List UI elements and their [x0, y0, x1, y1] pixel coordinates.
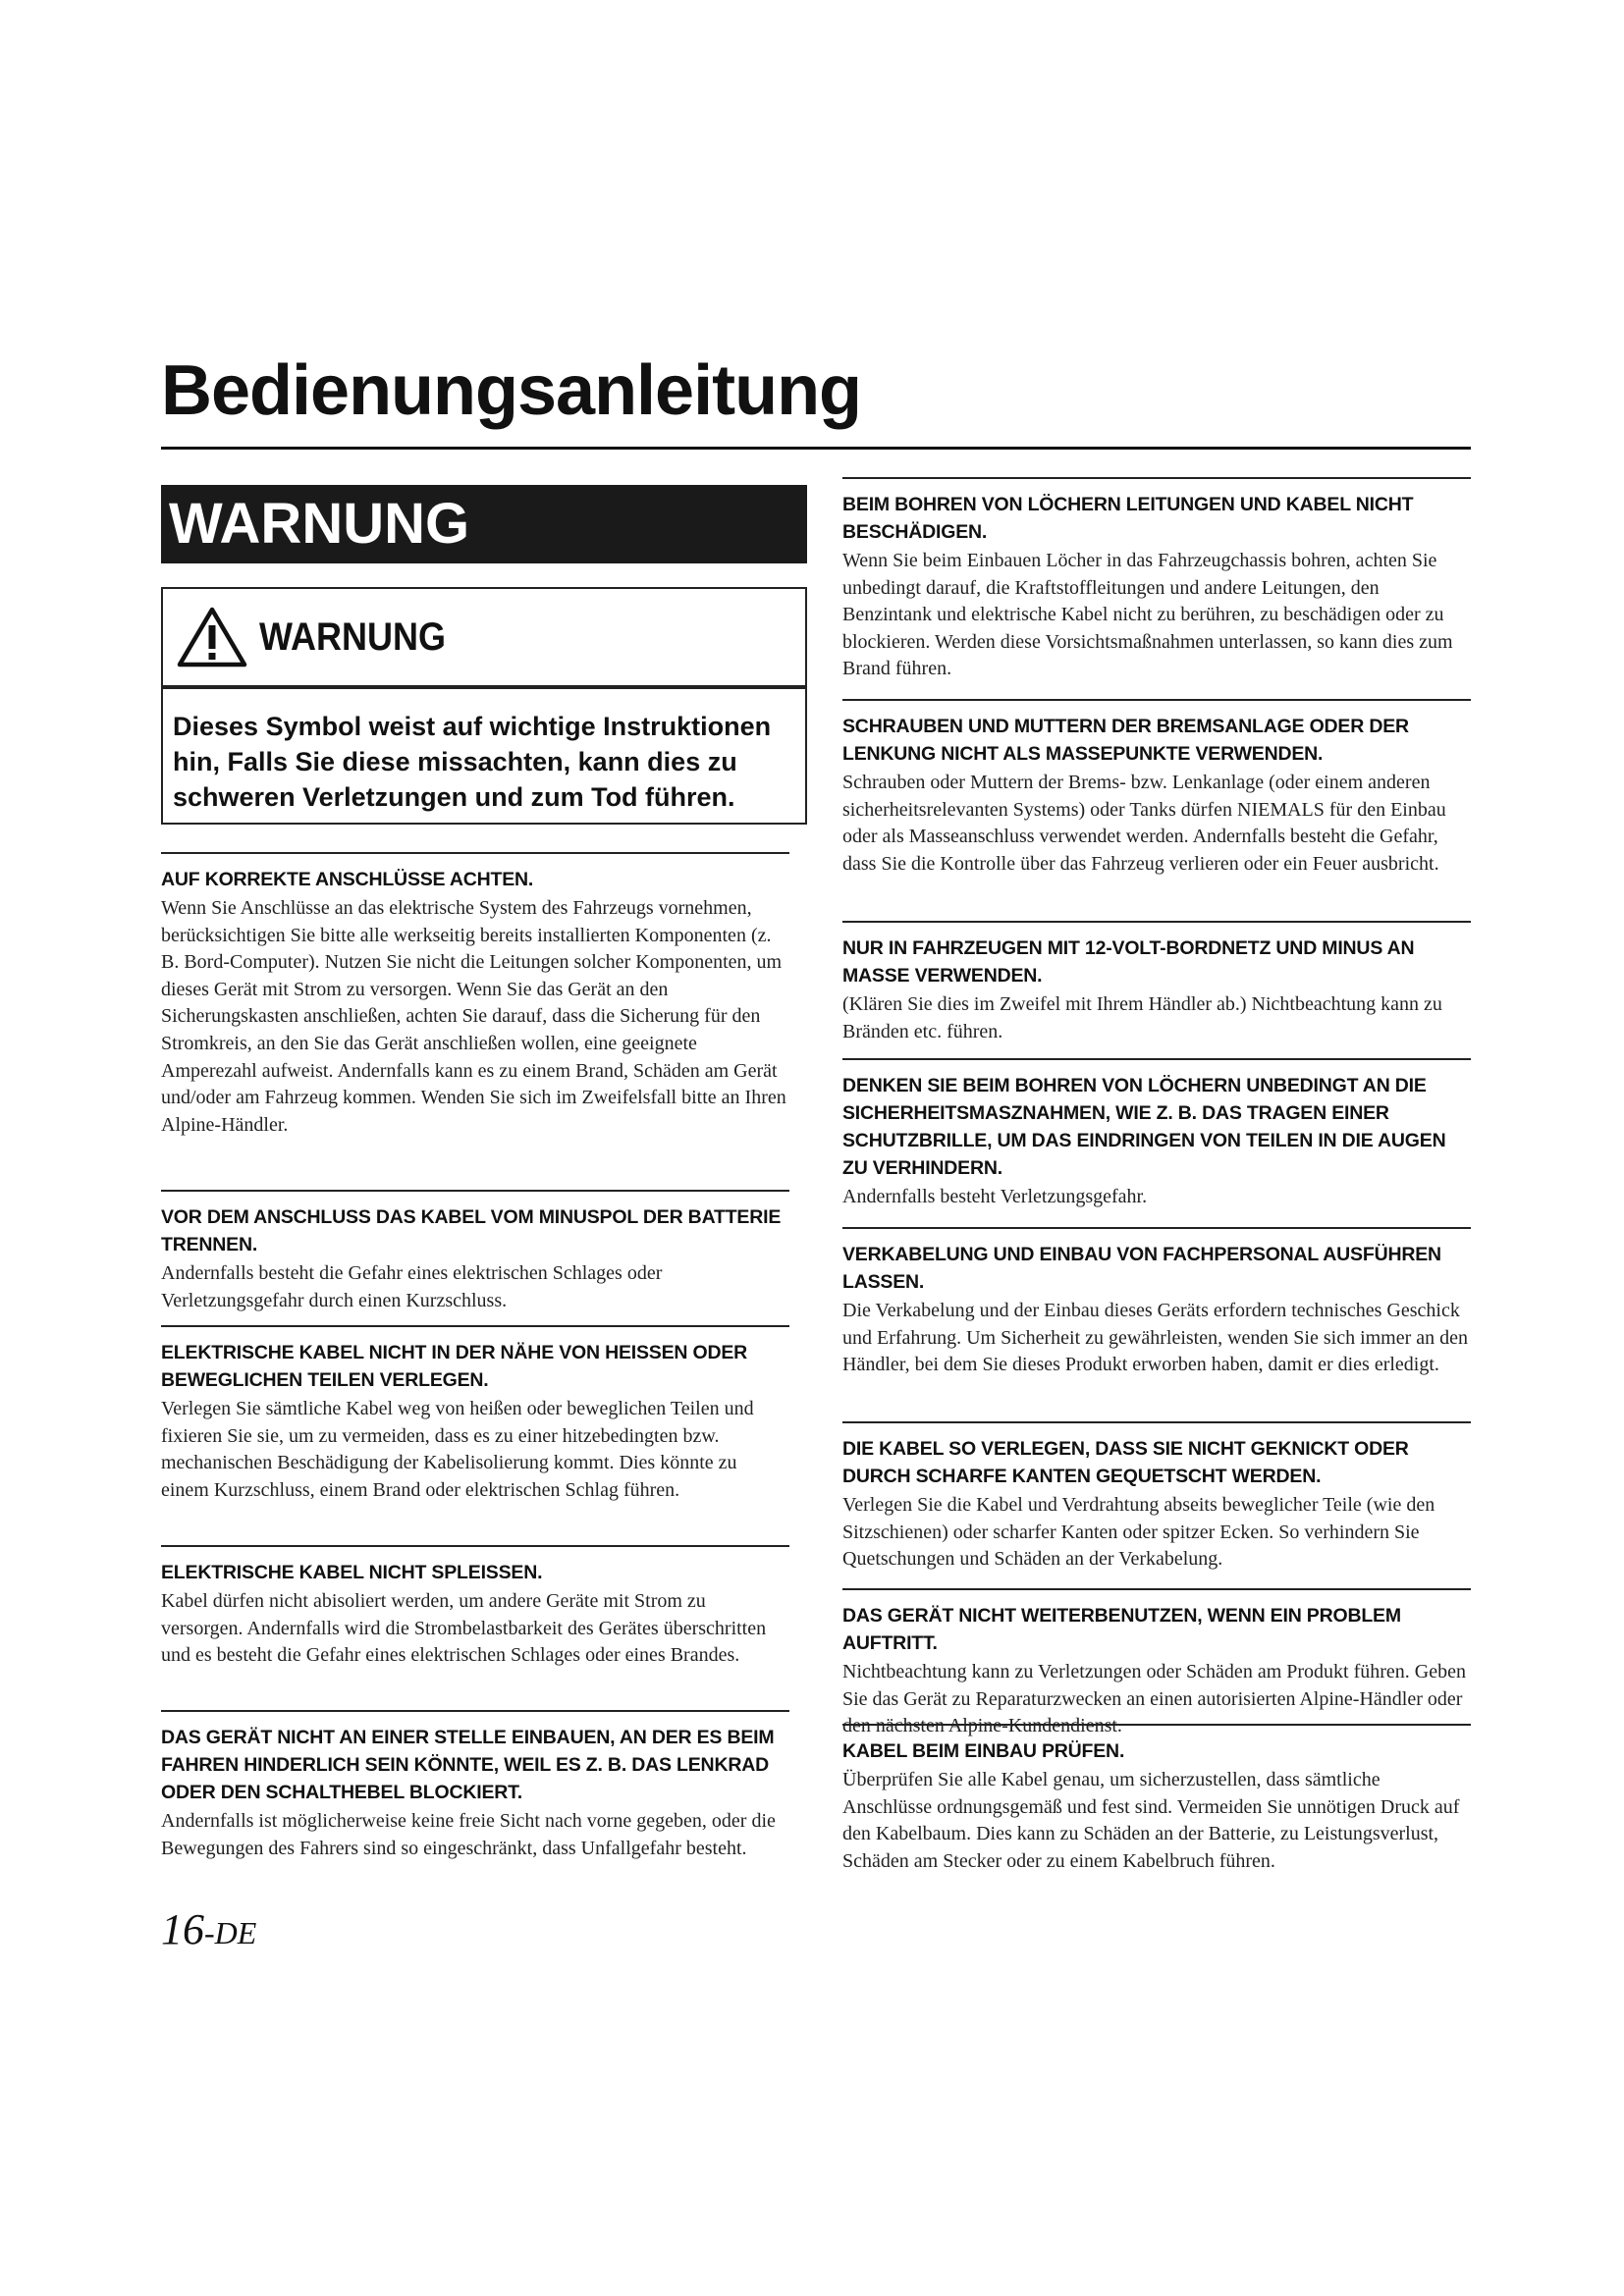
section-heading: DAS GERÄT NICHT AN EINER STELLE EINBAUEN, AN DER ES BEIM FAHREN HINDERLICH SEIN KÖNNTE, WEIL ES Z. B. DAS LENKRAD ODER DEN SCHALTHEBEL BLOCKIERT. — [161, 1727, 775, 1803]
section-heading: SCHRAUBEN UND MUTTERN DER BREMSANLAGE ODER DER LENKUNG NICHT ALS MASSEPUNKTE VERWENDEN. — [842, 716, 1409, 765]
page-number — [161, 1904, 256, 1954]
section-body: Schrauben oder Muttern der Brems- bzw. Lenkanlage (oder einem anderen sicherheitsrelevanten Systems) oder Tanks dürfen NIEMALS für den Einbau oder als Masseanschluss verwendet werden. Andernfalls besteht die Gefahr, dass Sie die Kontrolle über das Fahrzeug verlieren oder ein Feuer ausbricht. — [842, 772, 1446, 875]
section-heading: VOR DEM ANSCHLUSS DAS KABEL VOM MINUSPOL DER BATTERIE TRENNEN. — [161, 1206, 782, 1255]
section-body: Andernfalls ist möglicherweise keine freie Sicht nach vorne gegeben, oder die Bewegungen des Fahrers sind so eingeschränkt, dass Unfallgefahr besteht. — [161, 1810, 776, 1859]
section-heading: ELEKTRISCHE KABEL NICHT SPLEISSEN. — [161, 1562, 543, 1583]
section-check-cables — [842, 1724, 1471, 1875]
warning-box-label: WARNUNG — [259, 614, 446, 659]
page-number-value: 16 — [161, 1905, 204, 1953]
section-body: Nichtbeachtung kann zu Verletzungen oder Schäden am Produkt führen. Geben Sie das Gerät zu Reparaturzwecken an einen autorisierten Alpine-Händler oder den nächsten Alpine-Kundendienst. — [842, 1661, 1466, 1737]
title-rule — [161, 447, 1471, 450]
section-body: Andernfalls besteht Verletzungsgefahr. — [842, 1186, 1148, 1207]
section-heading: DENKEN SIE BEIM BOHREN VON LÖCHERN UNBEDINGT AN DIE SICHERHEITSMASZNAHMEN, WIE Z. B. DAS TRAGEN EINER SCHUTZBRILLE, UM DAS EINDRINGEN VON TEILEN IN DIE AUGEN ZU VERHINDERN. — [842, 1075, 1446, 1179]
section-body: (Klären Sie dies im Zweifel mit Ihrem Händler ab.) Nichtbeachtung kann zu Bränden etc. führen. — [842, 993, 1442, 1042]
section-disconnect-battery — [161, 1190, 789, 1314]
section-heading: AUF KORREKTE ANSCHLÜSSE ACHTEN. — [161, 869, 534, 890]
section-heading: ELEKTRISCHE KABEL NICHT IN DER NÄHE VON HEISSEN ODER BEWEGLICHEN TEILEN VERLEGEN. — [161, 1342, 748, 1391]
section-professional-installation — [842, 1227, 1471, 1379]
section-body: Überprüfen Sie alle Kabel genau, um sicherzustellen, dass sämtliche Anschlüsse ordnungsgemäß und fest sind. Vermeiden Sie unnötigen Druck auf den Kabelbaum. Dies kann zu Schäden an der Batterie, zu Leistungsverlust, Schäden am Stecker oder zu einem Kabelbruch führen. — [842, 1769, 1460, 1872]
section-heading: VERKABELUNG UND EINBAU VON FACHPERSONAL AUSFÜHREN LASSEN. — [842, 1244, 1441, 1293]
warning-triangle-icon — [177, 606, 247, 668]
section-body: Wenn Sie beim Einbauen Löcher in das Fahrzeugchassis bohren, achten Sie unbedingt darauf, die Kraftstoffleitungen und andere Leitungen, den Benzintank und elektrische Kabel nicht zu berühren, zu beschädigen oder zu blockieren. Werden diese Vorsichtsmaßnahmen unterlassen, so kann dies zum Brand führen. — [842, 550, 1453, 680]
section-body: Die Verkabelung und der Einbau dieses Geräts erfordern technisches Geschick und Erfahrung. Um Sicherheit zu gewährleisten, wenden Sie sich immer an den Händler, bei dem Sie dieses Produkt erworben haben, damit er dies erledigt. — [842, 1300, 1469, 1376]
section-hot-moving-parts — [161, 1325, 789, 1504]
section-body: Wenn Sie Anschlüsse an das elektrische System des Fahrzeugs vornehmen, berücksichtigen Sie bitte alle werkseitig bereits installierten Komponenten (z. B. Bord-Computer). Nutzen Sie nicht die Leitungen solcher Komponenten, um dieses Gerät mit Strom zu versorgen. Wenn Sie das Gerät an den Sicherungskasten anschließen, achten Sie darauf, dass die Sicherung für den Stromkreis, an den Sie das Gerät anschließen wollen, eine geeignete Amperezahl aufweist. Andernfalls kann es zu einem Brand, Schäden am Gerät und/oder am Fahrzeug kommen. Wenden Sie sich im Zweifelsfall bitte an Ihren Alpine-Händler. — [161, 897, 786, 1136]
warning-box-header — [163, 589, 805, 685]
warning-banner: WARNUNG — [161, 485, 807, 563]
section-brake-steering-ground — [842, 699, 1471, 878]
section-12-volt — [842, 921, 1471, 1045]
section-correct-connections — [161, 852, 789, 1139]
section-safety-goggles — [842, 1058, 1471, 1211]
section-stop-on-problem — [842, 1588, 1471, 1740]
section-no-splicing — [161, 1545, 789, 1670]
section-body: Kabel dürfen nicht abisoliert werden, um andere Geräte mit Strom zu versorgen. Andernfalls wird die Strombelastbarkeit des Gerätes überschritten und es besteht die Gefahr eines elektrischen Schlages oder eines Brandes. — [161, 1590, 767, 1667]
section-heading: BEIM BOHREN VON LÖCHERN LEITUNGEN UND KABEL NICHT BESCHÄDIGEN. — [842, 494, 1414, 543]
section-heading: DIE KABEL SO VERLEGEN, DASS SIE NICHT GEKNICKT ODER DURCH SCHARFE KANTEN GEQUETSCHT WERDEN. — [842, 1438, 1409, 1487]
section-drilling-holes — [842, 477, 1471, 683]
warning-box-text: Dieses Symbol weist auf wichtige Instruktionen hin, Falls Sie diese missachten, kann dies zu schweren Verletzungen und zum Tod führen. — [173, 712, 772, 812]
section-heading: NUR IN FAHRZEUGEN MIT 12-VOLT-BORDNETZ UND MINUS AN MASSE VERWENDEN. — [842, 937, 1415, 987]
section-body: Verlegen Sie die Kabel und Verdrahtung abseits beweglicher Teile (wie den Sitzschienen) oder scharfer Kanten oder spitzer Ecken. So verhindern Sie Quetschungen und Schäden an der Verkabelung. — [842, 1494, 1435, 1571]
warning-box — [161, 587, 807, 825]
section-body: Verlegen Sie sämtliche Kabel weg von heißen oder beweglichen Teilen und fixieren Sie sie, um zu vermeiden, dass es zu einer hitzebedingten bzw. mechanischen Beschädigung der Kabelisolierung kommt. Dies könnte zu einem Kurzschluss, einem Brand oder elektrischen Schlag führen. — [161, 1398, 754, 1501]
section-heading: KABEL BEIM EINBAU PRÜFEN. — [842, 1740, 1125, 1762]
page-title: Bedienungsanleitung — [161, 351, 862, 430]
page-language-suffix: -DE — [204, 1915, 257, 1950]
section-cable-routing — [842, 1421, 1471, 1574]
section-heading: DAS GERÄT NICHT WEITERBENUTZEN, WENN EIN PROBLEM AUFTRITT. — [842, 1605, 1401, 1654]
section-body: Andernfalls besteht die Gefahr eines elektrischen Schlages oder Verletzungsgefahr durch einen Kurzschluss. — [161, 1262, 663, 1311]
section-installation-location — [161, 1710, 789, 1862]
